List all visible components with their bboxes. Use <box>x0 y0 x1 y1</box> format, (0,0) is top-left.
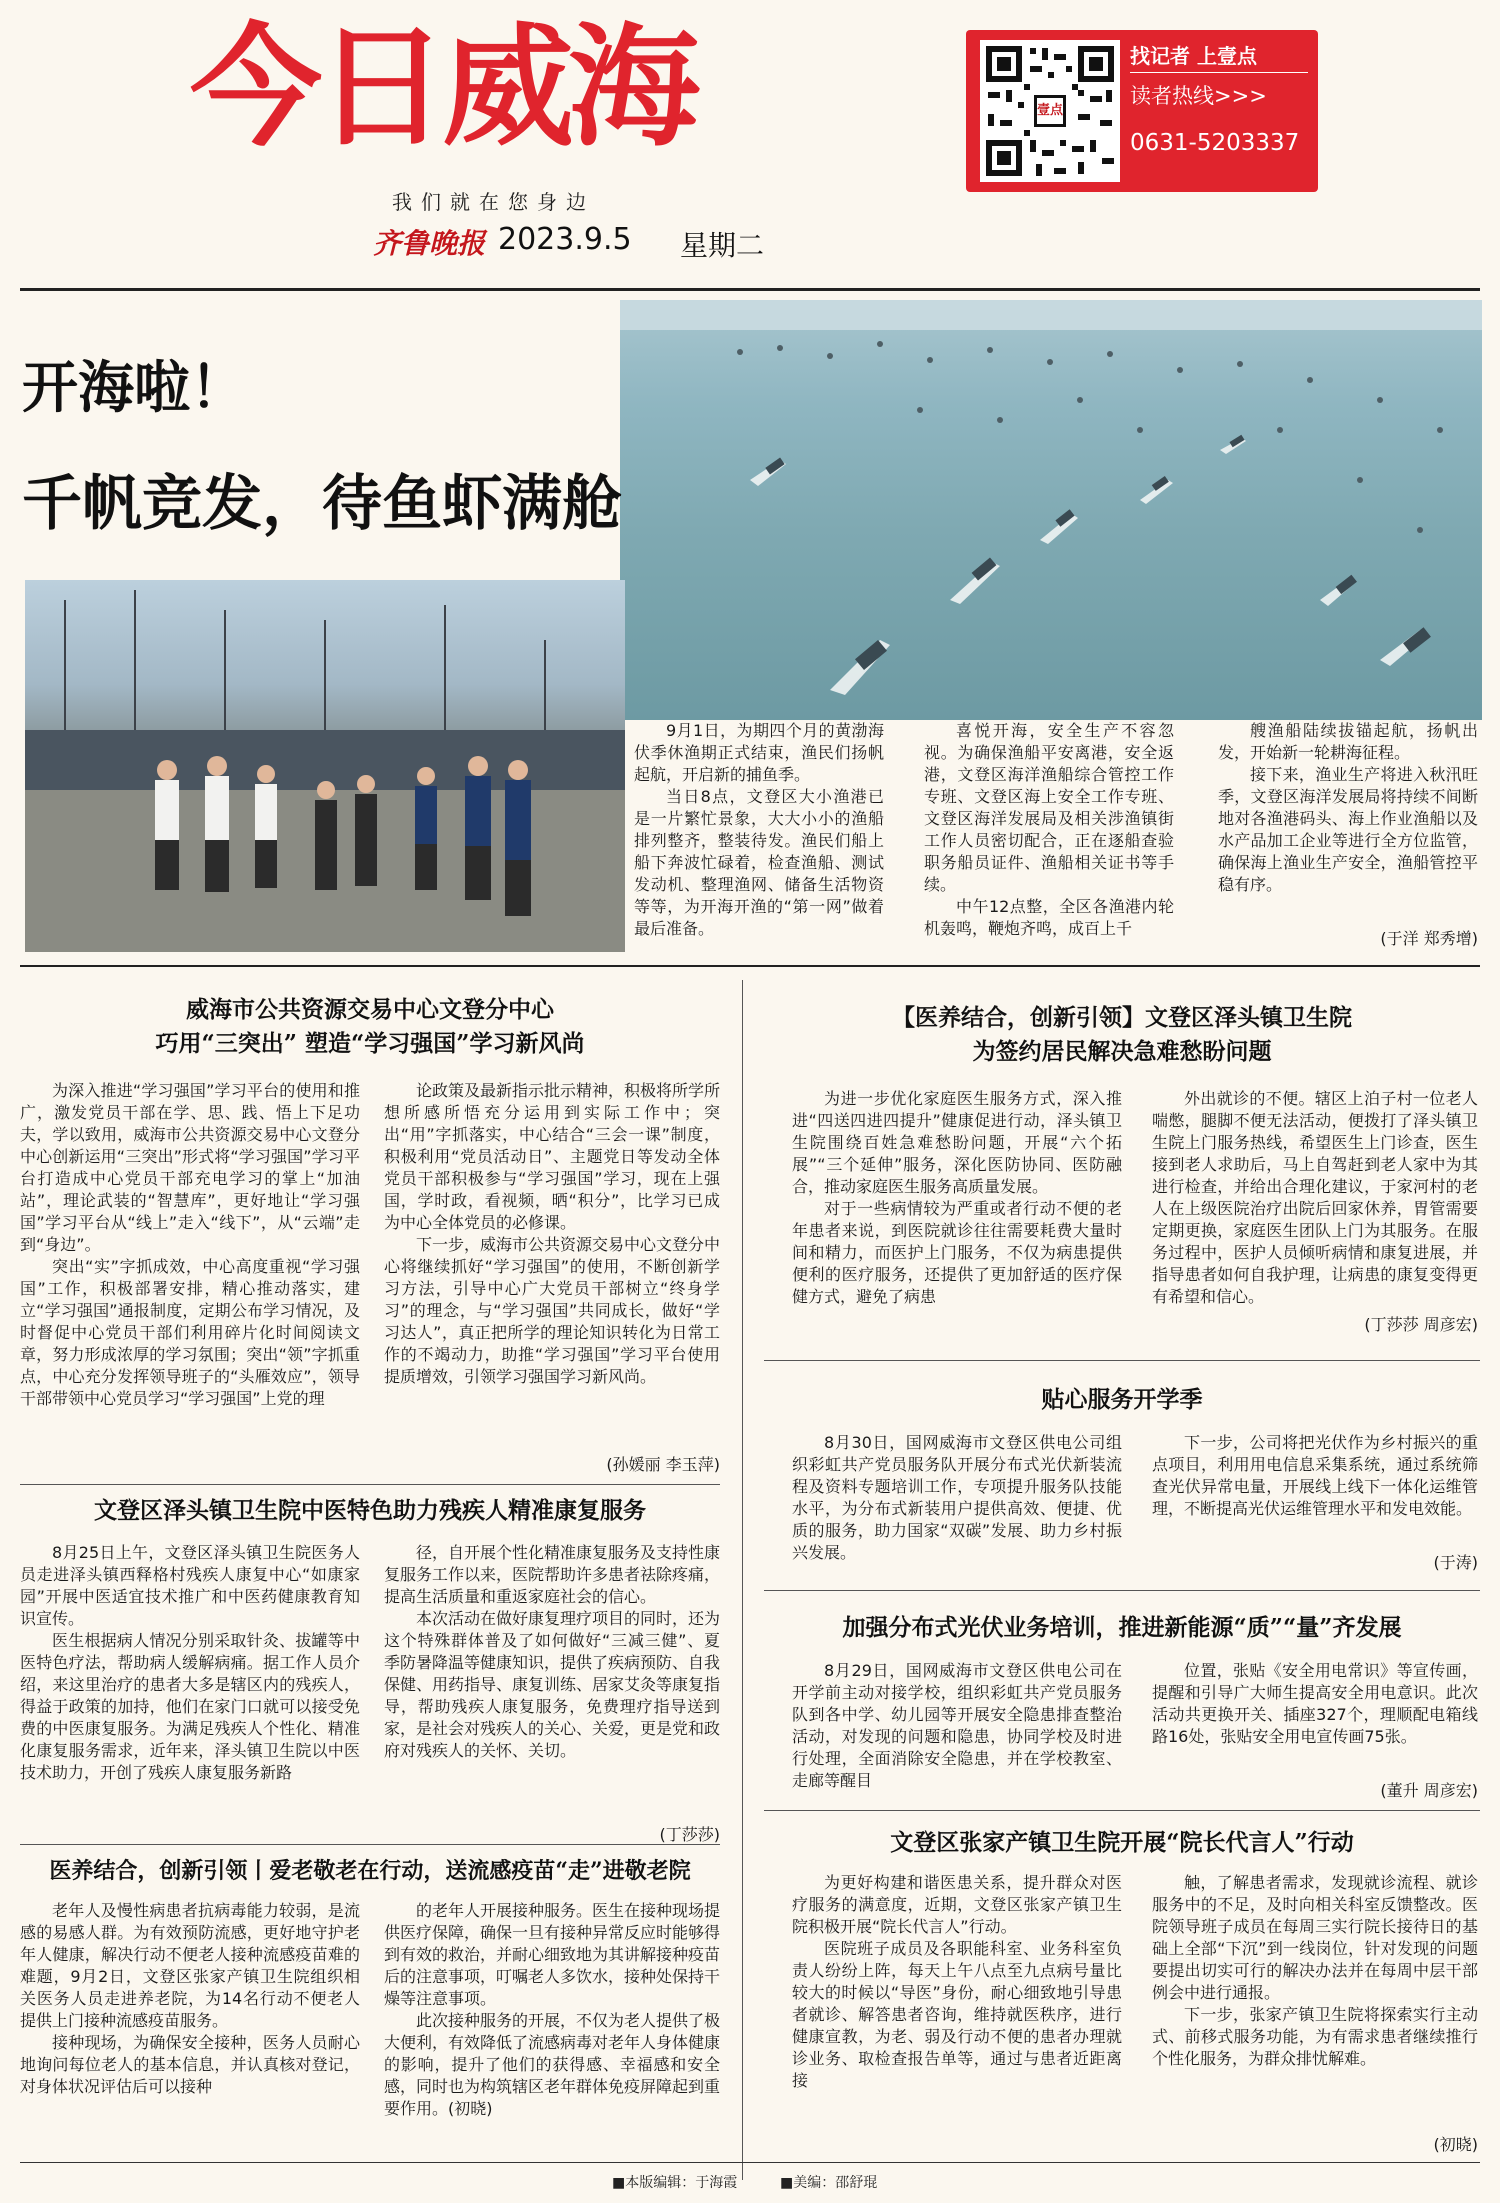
column-divider <box>742 980 743 2180</box>
masthead-slogan: 我们就在您身边 <box>392 190 595 214</box>
divider <box>20 1484 720 1485</box>
qr-center-logo: 壹点 <box>1034 95 1066 127</box>
article-4-headline-1: 【医养结合，创新引领】文登区泽头镇卫生院 <box>892 1004 1352 1031</box>
lead-column-1: 9月1日，为期四个月的黄渤海伏季休渔期正式结束，渔民们扬帆起航，开启新的捕鱼季。 当日8点，文登区大小渔港已是一片繁忙景象，大大小小的渔船排列整齐，整装待发。渔民们船上船下奔波忙碌着，检查渔船、测试发动机、整理渔网、储备生活物资等等，为开海开渔的“第一网”做着最后准备。 <box>634 721 884 938</box>
contact-reporter-text: 找记者 上壹点 <box>1130 44 1257 68</box>
brand-logo: 齐鲁晚报 <box>373 227 486 260</box>
article-5-byline: (于涛) <box>1433 1553 1478 1572</box>
qr-code[interactable] <box>980 40 1120 182</box>
article-6-column-1: 8月29日，国网威海市文登区供电公司在开学前主动对接学校，组织彩虹共产党员服务队到各中学、幼儿园等开展安全隐患排查整治活动，对发现的问题和隐患，协同学校及时进行处理，全面消除安全隐患，并在学校教室、走廊等醒目 <box>792 1661 1122 1790</box>
article-4-column-2: 外出就诊的不便。辖区上泊子村一位老人喘憋，腿脚不便无法活动，便拨打了泽头镇卫生院上门服务热线，希望医生上门诊查，医生接到老人求助后，马上自驾赶到老人家中为其进行检查，并给出合理化建议，于家河村的老人在上级医院治疗出院后回家休养，胃管需要定期更换，家庭医生团队上门为其服务。在服务过程中，医护人员倾听病情和康复进展，并指导患者如何自我护理，让病患的康复变得更有希望和信心。 <box>1152 1089 1478 1306</box>
fishing-boats-icon <box>620 300 1482 720</box>
divider <box>20 1844 720 1845</box>
article-1-headline-1: 威海市公共资源交易中心文登分中心 <box>186 996 554 1023</box>
article-7-headline: 文登区张家产镇卫生院开展“院长代言人”行动 <box>890 1829 1354 1856</box>
harbor-people-icon <box>25 580 625 952</box>
harbor-inspection-photo <box>25 580 625 952</box>
footer-rule <box>20 2162 1480 2163</box>
article-6-column-2: 位置，张贴《安全用电常识》等宣传画，提醒和引导广大师生提高安全用电意识。此次活动共更换开关、插座327个，理顺配电箱线路16处，张贴安全用电宣传画75张。 <box>1152 1661 1478 1746</box>
article-7-byline: (初晓) <box>1433 2135 1478 2154</box>
article-2-byline: (丁莎莎) <box>659 1825 720 1844</box>
article-1-column-2: 论政策及最新指示批示精神，积极将所学所想所感所悟充分运用到实际工作中；突出“用”字抓落实，中心结合“三会一课”制度，积极利用“党员活动日”、主题党日等发动全体党员干部积极参与“学习强国”学习，现在上强国，学时政，看视频，晒“积分”，比学习已成为中心全体党员的必修课。 下一步，威海市公共资源交易中心文登分中心将继续抓好“学习强国”的使用，不断创新学习方法，引导中心广大党员干部树立“终身学习”的理念，与“学习强国”共同成长，做好“学习达人”，真正把所学的理论知识转化为日常工作的不竭动力，助推“学习强国”学习平台使用提质增效，引领学习强国学习新风尚。 <box>384 1081 721 1386</box>
fishing-fleet-photo <box>620 300 1482 720</box>
page-editor: ■本版编辑：于海霞 <box>612 2175 738 2191</box>
masthead-title: 今日威海 <box>190 11 694 165</box>
article-2-column-1: 8月25日上午，文登区泽头镇卫生院医务人员走进泽头镇西释格村残疾人康复中心“如康家园”开展中医适宜技术推广和中医药健康教育知识宣传。 医生根据病人情况分别采取针灸、拔罐等中医特色疗法，帮助病人缓解病痛。据工作人员介绍，来这里治疗的患者大多是辖区内的残疾人，得益于政策的加持，他们在家门口就可以接受免费的中医康复服务。为满足残疾人个性化、精准化康复服务需求，近年来，泽头镇卫生院以中医技术助力，开创了残疾人康复服务新路 <box>20 1543 360 1782</box>
reader-hotline-label: 读者热线>>> <box>1130 84 1267 108</box>
article-1-column-1: 为深入推进“学习强国”学习平台的使用和推广，激发党员干部在学、思、践、悟上下足功夫，学以致用，威海市公共资源交易中心文登分中心创新运用“三突出”形式将“学习强国”学习平台打造成中心党员干部充电学习的掌上“加油站”，理论武装的“智慧库”，更好地让“学习强国”学习平台从“线上”走入“线下”，从“云端”走到“身边”。 突出“实”字抓成效，中心高度重视“学习强国”工作，积极部署安排，精心推动落实，建立“学习强国”通报制度，定期公布学习情况，及时督促中心党员干部们利用碎片化时间阅读文章，努力形成浓厚的学习氛围；突出“领”字抓重点，中心充分发挥领导班子的“头雁效应”，领导干部带领中心党员学习“学习强国”上党的理 <box>20 1081 360 1408</box>
article-7-column-2: 触，了解患者需求，发现就诊流程、就诊服务中的不足，及时向相关科室反馈整改。医院领导班子成员在每周三实行院长接待日的基础上全部“下沉”到一线岗位，针对发现的问题要提出切实可行的解决办法并在每周中层干部例会中进行通报。 下一步，张家产镇卫生院将探索实行主动式、前移式服务功能，为有需求患者继续推行个性化服务，为群众排忧解难。 <box>1152 1873 1478 2068</box>
article-3-headline: 医养结合，创新引领丨爱老敬老在行动，送流感疫苗“走”进敬老院 <box>49 1858 691 1884</box>
page-designer: ■美编：邵舒琨 <box>780 2175 878 2191</box>
lead-column-3: 艘渔船陆续拔锚起航，扬帆出发，开始新一轮耕海征程。 接下来，渔业生产将进入秋汛旺季，文登区海洋发展局将持续不间断地对各渔港码头、海上作业渔船以及水产品加工企业等进行全方位监管，确保海上渔业生产安全，渔船管控平稳有序。 <box>1218 721 1478 894</box>
reader-hotline-number[interactable]: 0631-5203337 <box>1130 130 1300 156</box>
article-1-headline-2: 巧用“三突出” 塑造“学习强国”学习新风尚 <box>155 1030 585 1057</box>
section-rule-top <box>20 965 1480 967</box>
article-4-byline: (丁莎莎 周彦宏) <box>1364 1315 1478 1334</box>
divider <box>764 1810 1480 1811</box>
article-5-column-1: 8月30日，国网威海市文登区供电公司组织彩虹共产党员服务队开展分布式光伏新装流程及资料专题培训工作，专项提升服务队技能水平，为分布式新装用户提供高效、便捷、优质的服务，助力国家“双碳”发展、助力乡村振兴发展。 <box>792 1433 1122 1562</box>
article-2-headline: 文登区泽头镇卫生院中医特色助力残疾人精准康复服务 <box>94 1497 646 1524</box>
article-4-column-1: 为进一步优化家庭医生服务方式，深入推进“四送四进四提升”健康促进行动，泽头镇卫生院围绕百姓急难愁盼问题，开展“六个拓展”“三个延伸”服务，深化医防协同、医防融合，推动家庭医生服务高质量发展。 对于一些病情较为严重或者行动不便的老年患者来说，到医院就诊往往需要耗费大量时间和精力，而医护上门服务，不仅为病患提供便利的医疗服务，还提供了更加舒适的医疗保健方式，避免了病患 <box>792 1089 1122 1306</box>
article-4-headline-2: 为签约居民解决急难愁盼问题 <box>972 1038 1272 1065</box>
article-6-byline: (董升 周彦宏) <box>1380 1781 1478 1800</box>
masthead-rule <box>20 288 1480 291</box>
article-3-column-1: 老年人及慢性病患者抗病毒能力较弱，是流感的易感人群。为有效预防流感，更好地守护老年人健康，解决行动不便老人接种流感疫苗难的难题，9月2日，文登区张家产镇卫生院组织相关医务人员走进养老院，为14名行动不便老人提供上门接种流感疫苗服务。 接种现场，为确保安全接种，医务人员耐心地询问每位老人的基本信息，并认真核对登记，对身体状况评估后可以接种 <box>20 1901 360 2096</box>
article-6-headline: 加强分布式光伏业务培训，推进新能源“质”“量”齐发展 <box>842 1614 1402 1641</box>
divider <box>764 1590 1480 1591</box>
lead-headline-1: 开海啦！ <box>22 355 246 421</box>
contact-divider <box>1130 72 1308 73</box>
lead-byline: (于洋 郑秀增) <box>1380 929 1478 948</box>
lead-headline-2: 千帆竞发，待鱼虾满舱 <box>22 469 622 539</box>
article-3-column-2: 的老年人开展接种服务。医生在接种现场提供医疗保障，确保一旦有接种异常反应时能够得到有效的救治，并耐心细致地为其讲解接种疫苗后的注意事项，叮嘱老人多饮水，接种处保持干燥等注意事项。 此次接种服务的开展，不仅为老人提供了极大便利，有效降低了流感病毒对老年人身体健康的影响，提升了他们的获得感、幸福感和安全感，同时也为构筑辖区老年群体免疫屏障起到重要作用。(初晓) <box>384 1901 721 2118</box>
issue-weekday: 星期二 <box>680 229 765 262</box>
article-7-column-1: 为更好构建和谐医患关系，提升群众对医疗服务的满意度，近期，文登区张家产镇卫生院积极开展“院长代言人”行动。 医院班子成员及各职能科室、业务科室负责人纷纷上阵，每天上午八点至九点病号量比较大的时候以“导医”身份，耐心细致地引导患者就诊、解答患者咨询，维持就医秩序，进行健康宣教，为老、弱及行动不便的患者办理就诊业务、取检查报告单等，通过与患者近距离接 <box>792 1873 1122 2090</box>
article-2-column-2: 径，自开展个性化精准康复服务及支持性康复服务工作以来，医院帮助许多患者祛除疼痛，提高生活质量和重返家庭社会的信心。 本次活动在做好康复理疗项目的同时，还为这个特殊群体普及了如何做好“三减三健”、夏季防暑降温等健康知识，提供了疾病预防、自我保健、用药指导、康复训练、居家艾灸等康复指导，帮助残疾人康复服务，免费理疗指导送到家，是社会对残疾人的关心、关爱，更是党和政府对残疾人的关怀、关切。 <box>384 1543 721 1760</box>
lead-column-2: 喜悦开海，安全生产不容忽视。为确保渔船平安离港，安全返港，文登区海洋渔船综合管控工作专班、文登区海上安全工作专班、文登区海洋发展局及相关涉渔镇街工作人员密切配合，正在逐船查验职务船员证件、渔船相关证书等手续。 中午12点整，全区各渔港内轮机轰鸣，鞭炮齐鸣，成百上千 <box>924 721 1174 938</box>
article-1-byline: (孙媛丽 李玉萍) <box>606 1455 720 1474</box>
issue-date: 2023.9.5 <box>498 222 632 257</box>
divider <box>764 1360 1480 1361</box>
article-5-headline: 贴心服务开学季 <box>1041 1386 1203 1413</box>
article-5-column-2: 下一步，公司将把光伏作为乡村振兴的重点项目，利用用电信息采集系统，通过系统筛查光伏异常电量，开展线上线下一体化运维管理，不断提高光伏运维管理水平和发电效能。 <box>1152 1433 1478 1518</box>
